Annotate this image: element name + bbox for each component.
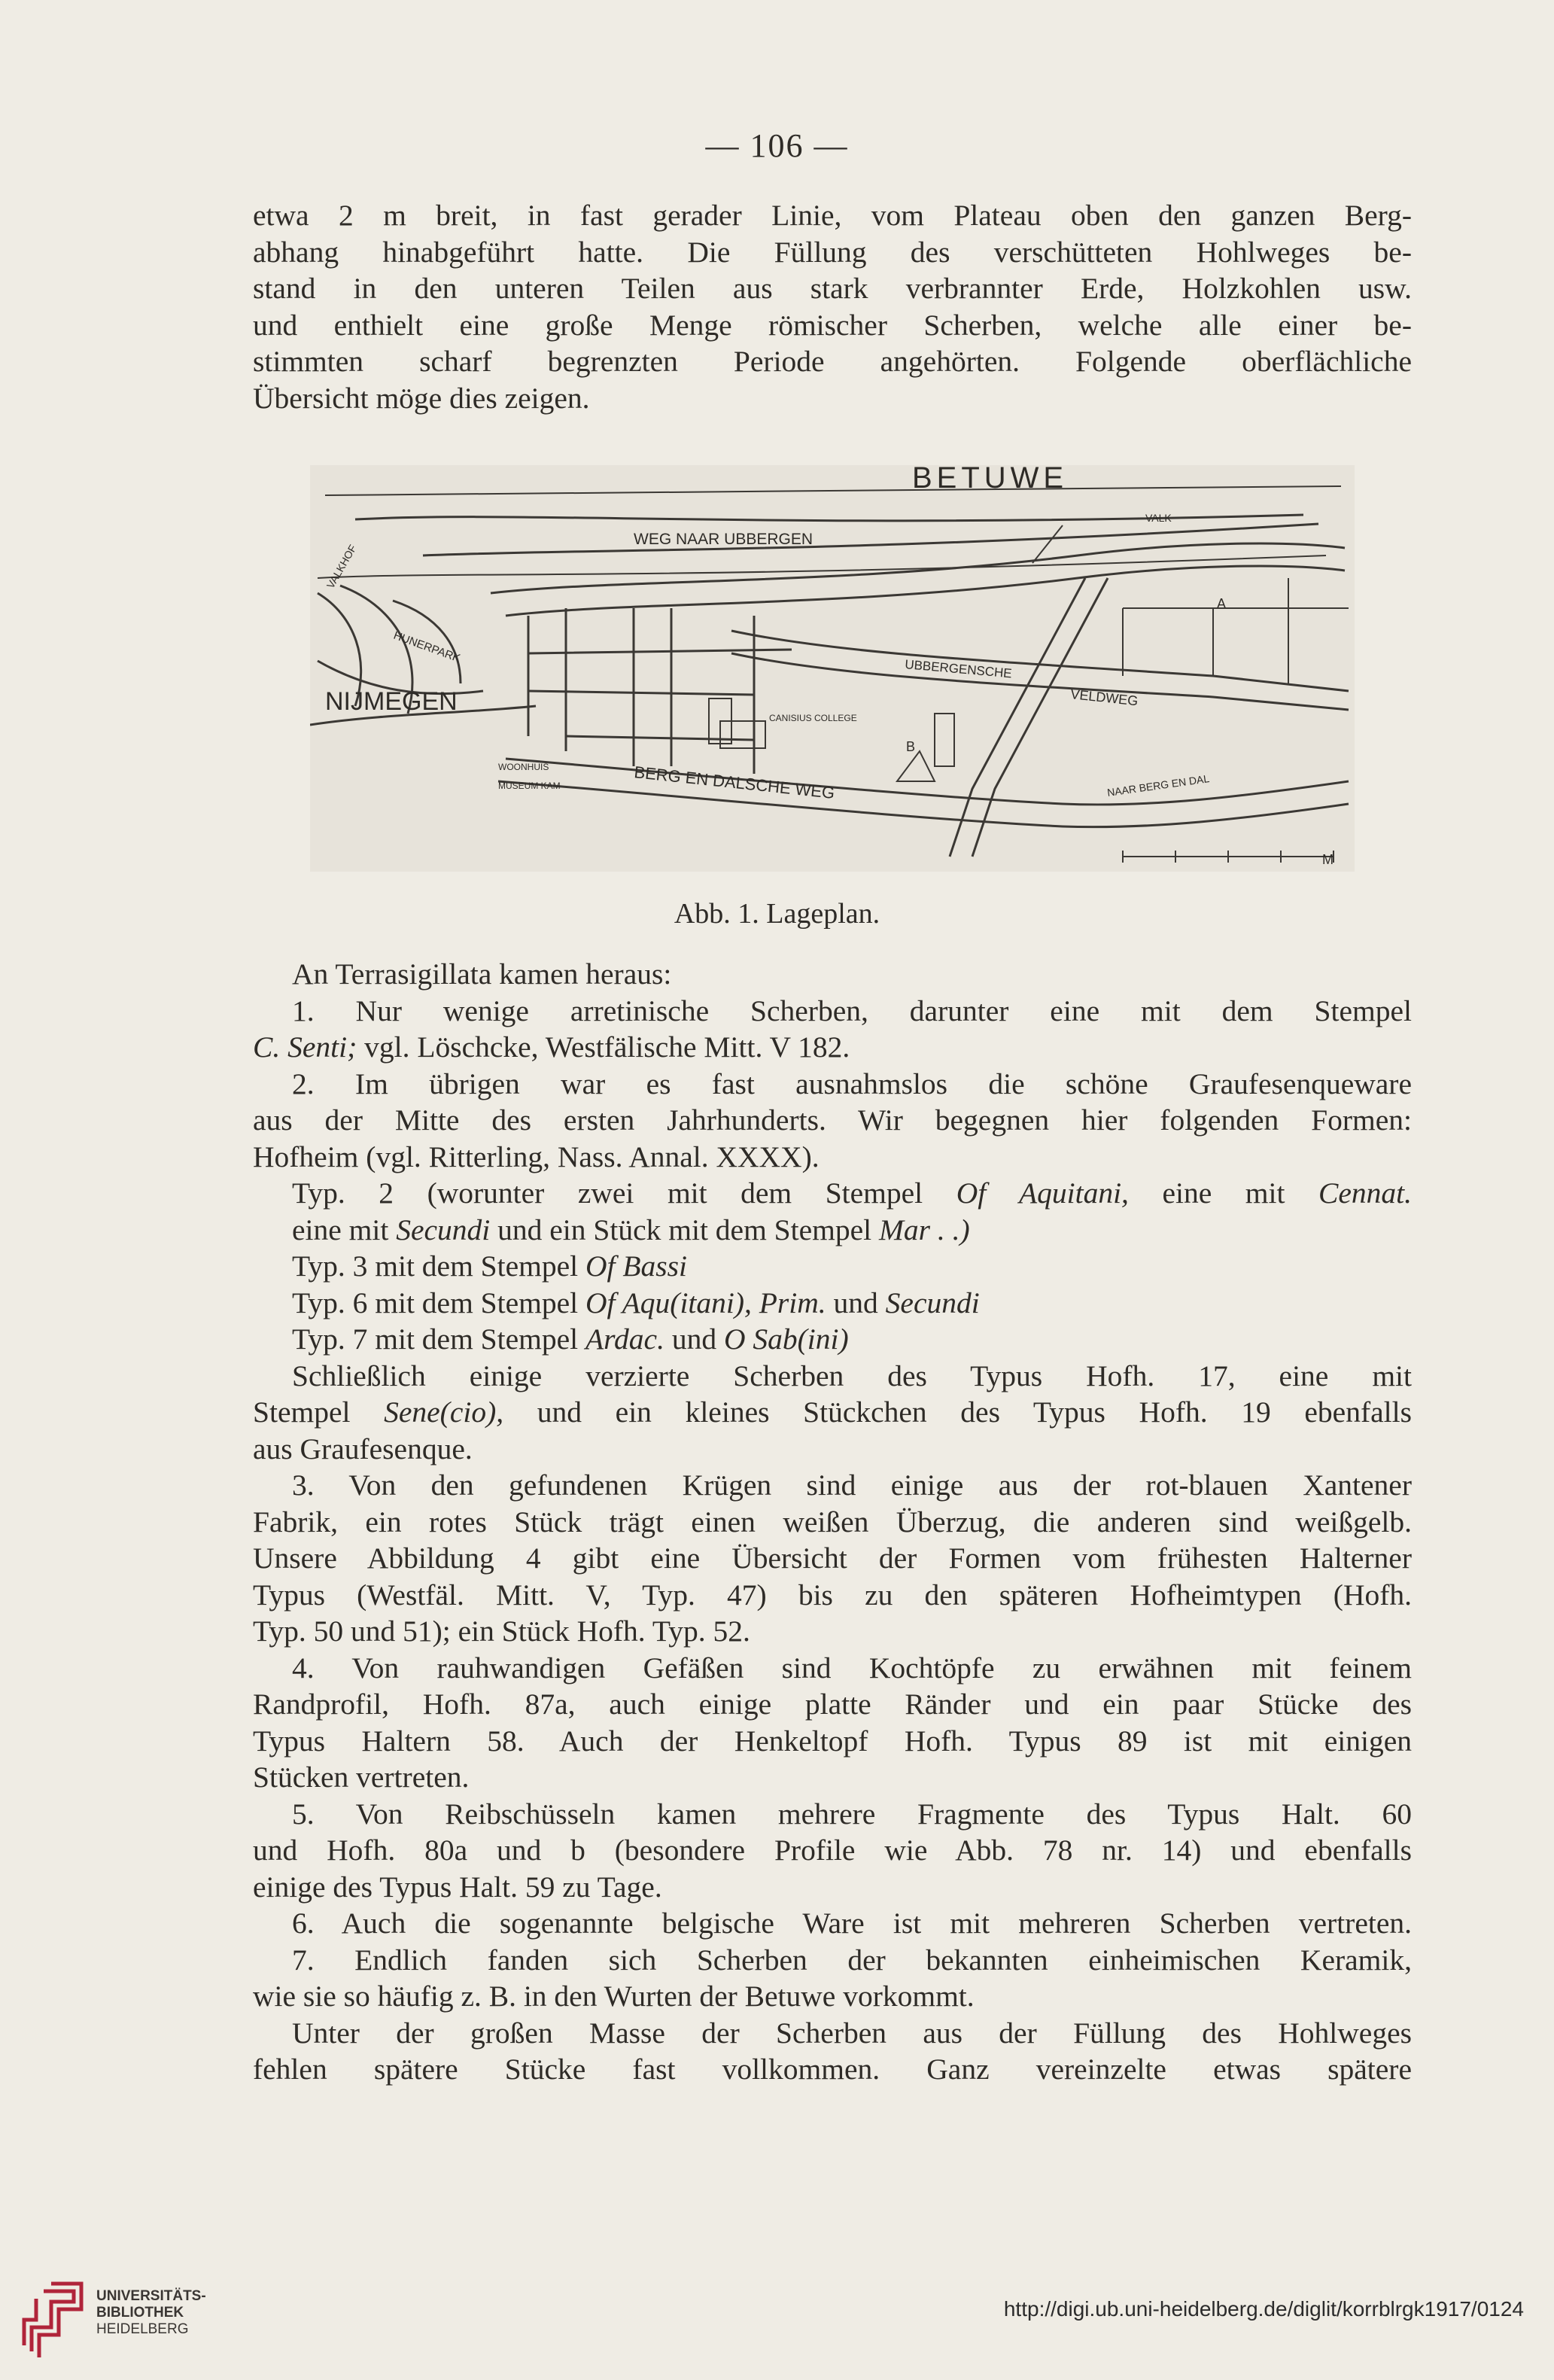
text-line: 6. Auch die sogenannte belgische Ware ist mit mehreren Scherben vertreten. (292, 1907, 1412, 1940)
map-label-valk: VALK (1145, 512, 1172, 524)
text-line: Typus Haltern 58. Auch der Henkeltopf Hofh. Typus 89 ist mit einigen (253, 1724, 1412, 1758)
text-line: Unter der großen Masse der Scherben aus der Füllung des Hohlweges (292, 2016, 1412, 2050)
text-line (253, 1175, 1412, 1212)
text-line: fehlen spätere Stücke fast vollkommen. Ganz vereinzelte etwas spätere (253, 2053, 1412, 2086)
text-line: aus der Mitte des ersten Jahrhunderts. Wir begegnen hier folgenden Formen: (253, 1103, 1412, 1137)
map-label-ubbergensche: UBBERGENSCHE (904, 657, 1013, 681)
text-line (253, 1394, 1412, 1431)
map-label-woonhuis: WOONHUIS (498, 762, 549, 772)
text-line (253, 1321, 1412, 1358)
text-fragment: eine mit (1128, 1176, 1319, 1210)
text-line: 5. Von Reibschüsseln kamen mehrere Fragmente des Typus Halt. 60 (292, 1797, 1412, 1831)
map-label-valkhof: VALKHOF (324, 542, 359, 591)
stamp-name: Of Bassi (585, 1249, 687, 1283)
map-label-weg-naar-ubbergen: WEG NAAR UBBERGEN (634, 531, 813, 548)
map-label-hunerpark: HUNERPARK (391, 628, 462, 665)
map-label-canisius-college: CANISIUS COLLEGE (769, 713, 857, 723)
text-line: 4. Von rauhwandigen Gefäßen sind Kochtöpfe zu erwähnen mit feinem (292, 1651, 1412, 1685)
text-line: abhang hinabgeführt hatte. Die Füllung des verschütteten Hohlweges be- (253, 235, 1412, 269)
stamp-name: C. Senti; (253, 1030, 357, 1064)
stamp-name: Sene(cio), (384, 1395, 504, 1429)
text-fragment: Typ. 3 mit dem Stempel (292, 1249, 586, 1283)
text-line (253, 1029, 1412, 1066)
map-label-betuwe: BETUWE (912, 465, 1069, 495)
text-line: Übersicht möge dies zeigen. (253, 381, 590, 415)
text-line: Typ. 50 und 51); ein Stück Hofh. Typ. 52. (253, 1615, 750, 1648)
stamp-name: Ardac. (585, 1322, 664, 1356)
text-line: Schließlich einige verzierte Scherben des Typus Hofh. 17, eine mit (292, 1359, 1412, 1392)
stamp-name: O Sab(ini) (723, 1322, 849, 1356)
text-line: einige des Typus Halt. 59 zu Tage. (253, 1870, 662, 1904)
text-line: 2. Im übrigen war es fast ausnahmslos die schöne Graufesenqueware (292, 1067, 1412, 1100)
text-fragment: eine mit (292, 1213, 397, 1246)
map-label-naar-berg-en-dal: NAAR BERG EN DAL (1106, 772, 1211, 799)
figure-caption: Abb. 1. Lageplan. (674, 898, 880, 930)
text-fragment: Typ. 2 (worunter zwei mit dem Stempel (292, 1176, 956, 1210)
library-name-line: UNIVERSITÄTS- (96, 2288, 206, 2304)
text-line: stand in den unteren Teilen aus stark verbrannter Erde, Holzkohlen usw. (253, 272, 1412, 305)
map-label-b: B (906, 739, 916, 754)
text-line: Stücken vertreten. (253, 1761, 470, 1794)
map-label-veldweg: VELDWEG (1069, 686, 1139, 709)
map-label-a: A (1217, 596, 1227, 611)
text-fragment: Typ. 6 mit dem Stempel (292, 1286, 586, 1319)
stamp-name: Secundi (396, 1213, 491, 1246)
text-fragment: Stempel (253, 1395, 385, 1429)
text-fragment: Typ. 7 mit dem Stempel (292, 1322, 586, 1356)
library-name-line: BIBLIOTHEK (96, 2305, 184, 2321)
section-heading: An Terrasigillata kamen heraus: (292, 957, 672, 991)
text-line (253, 1212, 1412, 1249)
text-line: Unsere Abbildung 4 gibt eine Übersicht der Formen vom frühesten Halterner (253, 1542, 1412, 1575)
library-name-line: HEIDELBERG (96, 2321, 189, 2337)
text-line: etwa 2 m breit, in fast gerader Linie, vom Plateau oben den ganzen Berg- (253, 199, 1412, 232)
stamp-name: Cennat. (1318, 1176, 1412, 1210)
stamp-name: Secundi (885, 1286, 980, 1319)
library-name (96, 2288, 206, 2338)
map-label-museum-kam: MUSEUM KAM (498, 781, 561, 791)
text-line: Randprofil, Hofh. 87a, auch einige platte Ränder und ein paar Stücke des (253, 1688, 1412, 1721)
text-line (253, 1285, 1412, 1322)
stamp-name: Mar . .) (879, 1213, 970, 1246)
library-logo-icon (17, 2279, 86, 2362)
text-line: Typus (Westfäl. Mitt. V, Typ. 47) bis zu den späteren Hofheimtypen (Hofh. (253, 1578, 1412, 1612)
text-line: 3. Von den gefundenen Krügen sind einige aus der rot-blauen Xantener (292, 1468, 1412, 1502)
text-fragment: und (826, 1286, 886, 1319)
text-line: 1. Nur wenige arretinische Scherben, darunter eine mit dem Stempel (292, 994, 1412, 1027)
map-label-m: M (1322, 852, 1334, 867)
map-label-berg-en-dalsche-weg: BERG EN DALSCHE WEG (633, 762, 836, 802)
source-url-link[interactable]: http://digi.ub.uni-heidelberg.de/diglit/korrblrgk1917/0124 (1003, 2297, 1524, 2321)
text-line: und Hofh. 80a und b (besondere Profile wie Abb. 78 nr. 14) und ebenfalls (253, 1834, 1412, 1867)
page-number: — 106 — (705, 127, 849, 164)
text-line: Fabrik, ein rotes Stück trägt einen weißen Überzug, die anderen sind weißgelb. (253, 1505, 1412, 1538)
text-fragment: vgl. Löschcke, Westfälische Mitt. V 182. (357, 1030, 850, 1064)
text-fragment: und (664, 1322, 724, 1356)
stamp-name: Of Aqu(itani), Prim. (585, 1286, 826, 1319)
site-plan-map (310, 465, 1355, 872)
text-line: Hofheim (vgl. Ritterling, Nass. Annal. XXXX). (253, 1140, 820, 1173)
text-line (253, 1248, 1412, 1285)
text-line: und enthielt eine große Menge römischer Scherben, welche alle einer be- (253, 308, 1412, 342)
text-line: wie sie so häufig z. B. in den Wurten der Betuwe vorkommt. (253, 1980, 975, 2013)
text-fragment: und ein Stück mit dem Stempel (490, 1213, 880, 1246)
text-line: stimmten scharf begrenzten Periode angehörten. Folgende oberflächliche (253, 345, 1412, 378)
map-label-nijmegen: NIJMEGEN (325, 687, 458, 716)
stamp-name: Of Aquitani, (956, 1176, 1129, 1210)
text-line: 7. Endlich fanden sich Scherben der bekannten einheimischen Keramik, (292, 1943, 1412, 1977)
body-text (253, 956, 1412, 2088)
text-line: aus Graufesenque. (253, 1432, 473, 1465)
text-fragment: und ein kleines Stückchen des Typus Hofh. 19 ebenfalls (503, 1395, 1412, 1429)
intro-paragraph (253, 197, 1412, 416)
